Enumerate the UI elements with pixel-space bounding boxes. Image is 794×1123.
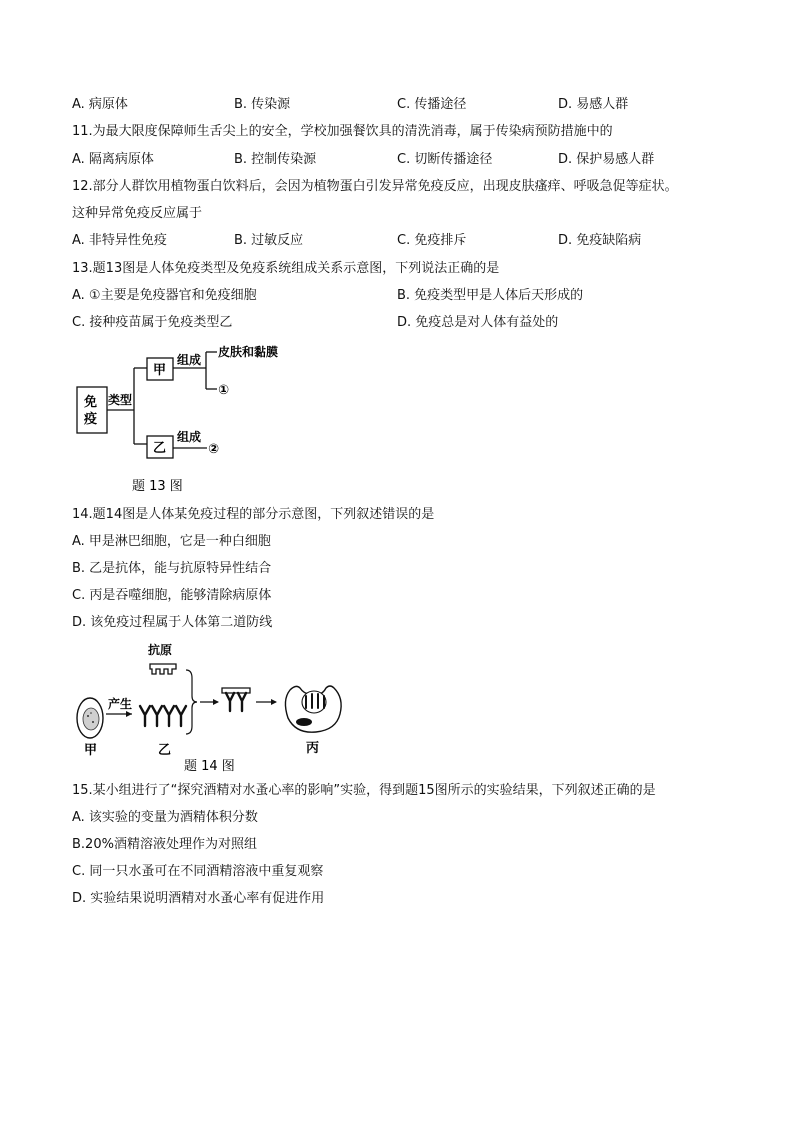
q12-option-b: B. 过敏反应 xyxy=(234,233,304,248)
q13-stem: 13.题13图是人体免疫类型及免疫系统组成关系示意图，下列说法正确的是 xyxy=(72,261,500,276)
q13-option-a: A. ①主要是免疫器官和免疫细胞 xyxy=(72,288,257,303)
leaf-circle-2: ② xyxy=(208,442,220,457)
q11-option-b: B. 控制传染源 xyxy=(234,152,317,167)
q12-stem-line1: 12.部分人群饮用植物蛋白饮料后，会因为植物蛋白引发异常免疫反应，出现皮肤瘙痒、呼吸急促等症状。 xyxy=(72,179,678,194)
q14-option-d: D. 该免疫过程属于人体第二道防线 xyxy=(72,615,273,630)
q10-option-a: A. 病原体 xyxy=(72,97,128,112)
q14-option-a: A. 甲是淋巴细胞，它是一种白细胞 xyxy=(72,534,271,549)
branch-label: 类型 xyxy=(108,393,133,407)
lymphocyte-cell-icon xyxy=(77,698,103,738)
q12-stem-line2: 这种异常免疫反应属于 xyxy=(72,206,203,221)
q10-option-c: C. 传播途径 xyxy=(397,97,467,112)
antibody-icons xyxy=(140,706,186,726)
q12-option-c: C. 免疫排斥 xyxy=(397,233,467,248)
label-jia: 甲 xyxy=(84,743,98,758)
q15-option-c: C. 同一只水蚤可在不同酒精溶液中重复观察 xyxy=(72,864,324,879)
q11-option-a: A. 隔离病原体 xyxy=(72,152,154,167)
produce-arrowhead-icon xyxy=(126,711,132,717)
figure-13-diagram xyxy=(72,340,302,500)
q11-option-c: C. 切断传播途径 xyxy=(397,152,493,167)
brace-icon xyxy=(186,670,197,734)
q13-option-b: B. 免疫类型甲是人体后天形成的 xyxy=(397,288,584,303)
q14-option-c: C. 丙是吞噬细胞，能够清除病原体 xyxy=(72,588,272,603)
root-label-2: 疫 xyxy=(84,412,98,427)
figure-14-caption: 题 14 图 xyxy=(184,759,235,774)
compose-label-b: 组成 xyxy=(177,430,202,444)
q15-option-d: D. 实验结果说明酒精对水蚤心率有促进作用 xyxy=(72,891,325,906)
q10-option-b: B. 传染源 xyxy=(234,97,291,112)
q12-option-d: D. 免疫缺陷病 xyxy=(558,233,642,248)
antigen-antibody-complex-icon xyxy=(222,688,250,711)
phagocyte-cell-icon xyxy=(285,686,341,732)
q15-option-a: A. 该实验的变量为酒精体积分数 xyxy=(72,810,258,825)
q11-option-d: D. 保护易感人群 xyxy=(558,152,655,167)
antigen-icon xyxy=(150,664,176,674)
leaf-skin-mucosa: 皮肤和黏膜 xyxy=(218,345,279,359)
root-label-1: 免 xyxy=(84,395,98,410)
q14-stem: 14.题14图是人体某免疫过程的部分示意图，下列叙述错误的是 xyxy=(72,507,435,522)
figure-13-caption: 题 13 图 xyxy=(132,479,183,494)
q12-option-a: A. 非特异性免疫 xyxy=(72,233,167,248)
q14-option-b: B. 乙是抗体，能与抗原特异性结合 xyxy=(72,561,272,576)
node-jia-label: 甲 xyxy=(153,363,167,378)
produce-label: 产生 xyxy=(108,697,133,711)
q10-option-d: D. 易感人群 xyxy=(558,97,629,112)
engulf-arrowhead-icon xyxy=(271,699,277,705)
q13-option-d: D. 免疫总是对人体有益处的 xyxy=(397,315,559,330)
q13-option-c: C. 接种疫苗属于免疫类型乙 xyxy=(72,315,233,330)
leaf-circle-1: ① xyxy=(218,383,230,398)
label-yi: 乙 xyxy=(158,743,172,758)
q11-stem: 11.为最大限度保障师生舌尖上的安全，学校加强餐饮具的清洗消毒，属于传染病预防措施中的 xyxy=(72,124,613,139)
label-bing: 丙 xyxy=(306,741,320,756)
node-yi-label: 乙 xyxy=(153,441,167,456)
antigen-label: 抗原 xyxy=(148,643,173,657)
combine-arrowhead-icon xyxy=(213,699,219,705)
compose-label-a: 组成 xyxy=(177,353,202,367)
q15-stem: 15.某小组进行了“探究酒精对水蚤心率的影响”实验，得到题15图所示的实验结果，下列叙述正确的是 xyxy=(72,783,656,798)
q15-option-b: B.20%酒精溶液处理作为对照组 xyxy=(72,837,257,852)
figure-14-diagram xyxy=(72,640,352,775)
